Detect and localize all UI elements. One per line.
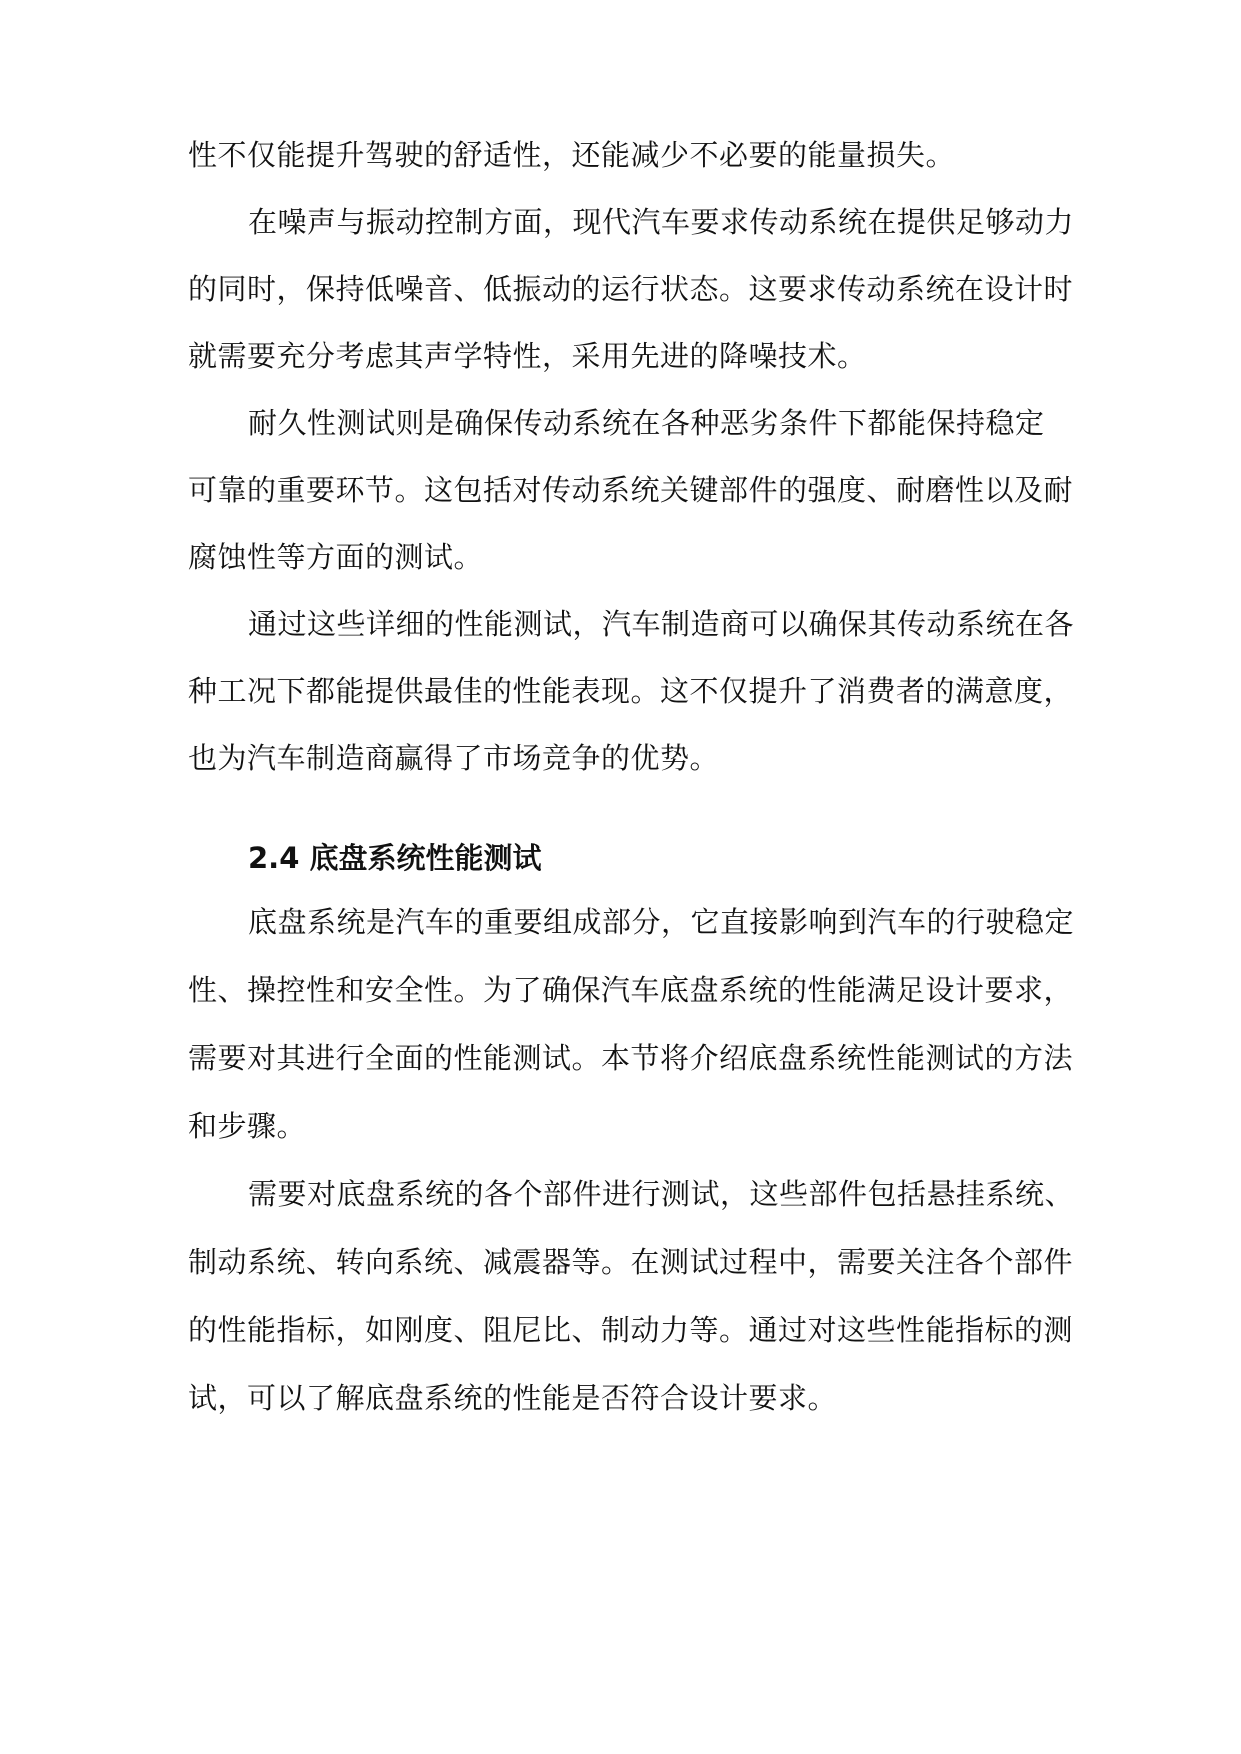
paragraph-3-line-1: 耐久性测试则是确保传动系统在各种恶劣条件下都能保持稳定: [248, 406, 1045, 440]
paragraph-5-line-3: 需要对其进行全面的性能测试。本节将介绍底盘系统性能测试的方法: [188, 1041, 1074, 1075]
paragraph-3-line-2: 可靠的重要环节。这包括对传动系统关键部件的强度、耐磨性以及耐: [188, 473, 1074, 507]
paragraph-6-line-3: 的性能指标，如刚度、阻尼比、制动力等。通过对这些性能指标的测: [188, 1313, 1074, 1347]
paragraph-3-line-3: 腐蚀性等方面的测试。: [188, 540, 484, 574]
paragraph-5-line-1: 底盘系统是汽车的重要组成部分，它直接影响到汽车的行驶稳定: [248, 905, 1075, 939]
paragraph-4-line-3: 也为汽车制造商赢得了市场竞争的优势。: [188, 741, 720, 775]
paragraph-5-line-4: 和步骤。: [188, 1109, 307, 1143]
section-heading: 2.4 底盘系统性能测试: [248, 841, 542, 875]
paragraph-2-line-1: 在噪声与振动控制方面，现代汽车要求传动系统在提供足够动力: [248, 205, 1075, 239]
paragraph-1-line-1: 性不仅能提升驾驶的舒适性，还能减少不必要的能量损失。: [188, 138, 956, 172]
paragraph-4-line-1: 通过这些详细的性能测试，汽车制造商可以确保其传动系统在各: [248, 607, 1075, 641]
paragraph-6-line-4: 试，可以了解底盘系统的性能是否符合设计要求。: [188, 1381, 838, 1415]
paragraph-5-line-2: 性、操控性和安全性。为了确保汽车底盘系统的性能满足设计要求，: [188, 973, 1074, 1007]
paragraph-6-line-2: 制动系统、转向系统、减震器等。在测试过程中，需要关注各个部件: [188, 1245, 1074, 1279]
paragraph-6-line-1: 需要对底盘系统的各个部件进行测试，这些部件包括悬挂系统、: [248, 1177, 1075, 1211]
paragraph-4-line-2: 种工况下都能提供最佳的性能表现。这不仅提升了消费者的满意度，: [188, 674, 1074, 708]
paragraph-2-line-3: 就需要充分考虑其声学特性，采用先进的降噪技术。: [188, 339, 867, 373]
paragraph-2-line-2: 的同时，保持低噪音、低振动的运行状态。这要求传动系统在设计时: [188, 272, 1074, 306]
